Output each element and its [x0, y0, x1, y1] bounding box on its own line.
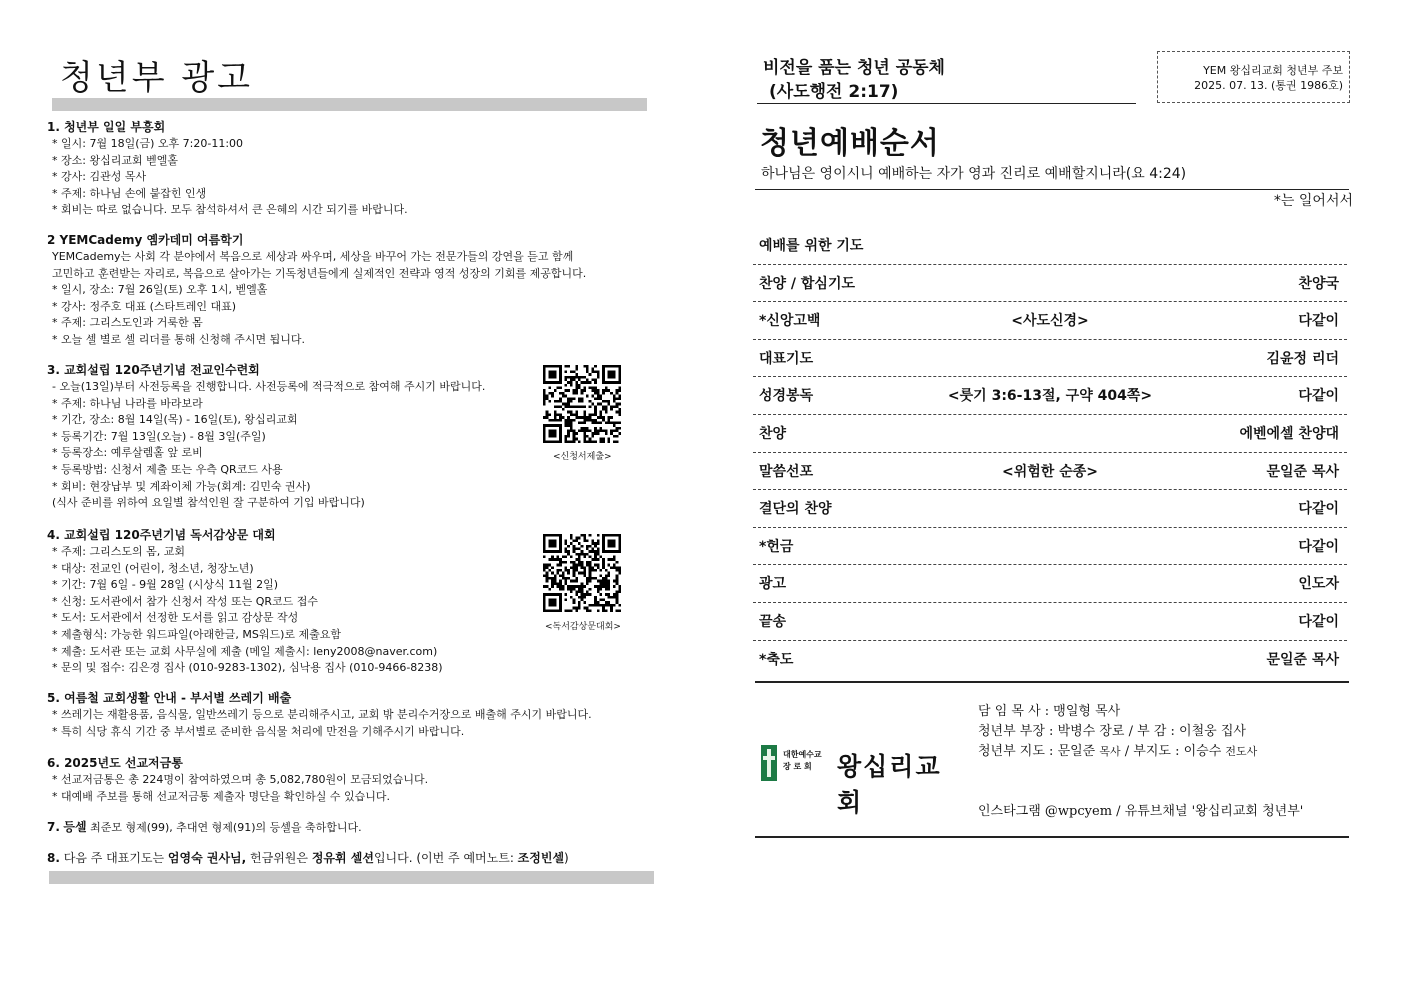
notice-section-2: [47, 232, 647, 349]
bulletin-info-box: [1157, 51, 1350, 103]
cross-icon: [761, 745, 777, 781]
header-divider-bar: [52, 98, 647, 111]
logo-church-name: 왕십리교회: [837, 752, 942, 817]
order-item: *축도: [759, 651, 794, 668]
notice-line: YEMCademy는 사회 각 분야에서 복음으로 세상과 싸우며, 세상을 바꾸어 가는 전문가들의 강연을 듣고 함께: [52, 250, 574, 263]
section-heading: 1. 청년부 일일 부흥회: [47, 120, 166, 134]
section-heading: 6. 2025년도 선교저금통: [47, 756, 183, 770]
order-row: [753, 226, 1347, 264]
staff-info: [978, 702, 1257, 762]
order-detail: <룻기 3:6-13절, 구약 404쪽>: [947, 388, 1153, 405]
order-detail: <위험한 순종>: [1002, 463, 1098, 480]
bottom-divider: [755, 836, 1349, 838]
logo-denomination: 대한예수교 장 로 회: [783, 750, 822, 771]
notice-section-7: [47, 819, 647, 837]
notice-line: * 문의 및 접수: 김은경 집사 (010-9283-1302), 심낙용 집사 (010-9466-8238): [52, 661, 443, 675]
notice-text: 다음 주 대표기도는: [59, 851, 168, 865]
order-item: 성경봉독: [759, 388, 814, 405]
notice-line: * 주제: 그리스도인과 거룩한 몸: [52, 316, 203, 330]
bulletin-date: 2025. 07. 13. (통권 1986호): [1194, 79, 1343, 92]
order-row: [753, 452, 1347, 490]
vision-underline: [757, 103, 1136, 104]
senior-pastor: 담 임 목 사 : 맹일형 목사: [978, 704, 1121, 719]
order-item: 결단의 찬양: [759, 501, 832, 518]
notice-line: * 등록장소: 예루살렘홀 앞 로비: [52, 446, 203, 460]
order-leader: 다같이: [1298, 388, 1339, 405]
standing-note: *는 일어서서: [1273, 193, 1353, 209]
verse-divider: [755, 189, 1349, 190]
notice-line: * 장소: 왕십리교회 벧엘홀: [52, 153, 178, 167]
section-number: 7.: [47, 820, 60, 834]
order-end-line: [755, 681, 1349, 683]
essay-contest-qr-code[interactable]: [543, 534, 621, 612]
page-title: 청년부 광고: [60, 58, 254, 98]
order-leader: 인도자: [1298, 576, 1339, 593]
notice-line: * 오늘 셀 별로 셀 리더를 통해 신청해 주시면 됩니다.: [52, 332, 305, 346]
notice-line: 최준모 형제(99), 추대연 형제(91)의 등셀을 축하합니다.: [86, 821, 362, 834]
order-leader: 다같이: [1298, 501, 1339, 518]
order-row: [753, 602, 1347, 640]
church-logo: [757, 745, 957, 817]
registration-qr-code[interactable]: [543, 365, 621, 443]
notice-line: * 주제: 하나님 나라를 바라보라: [52, 396, 203, 410]
notice-line: * 선교저금통은 총 224명이 참여하였으며 총 5,082,780원이 모금되었습니다.: [52, 773, 429, 786]
youth-director: 청년부 부장 : 박병수 장로 / 부 감 : 이철웅 집사: [978, 724, 1246, 739]
section-heading: 3. 교회설립 120주년기념 전교인수련회: [47, 363, 260, 377]
order-item: 끝송: [759, 614, 787, 630]
qr-caption: <신청서제출>: [553, 452, 612, 462]
notice-section-5: [47, 690, 647, 740]
notice-line: (식사 준비를 위하여 요일별 참석인원 잘 구분하여 기입 바랍니다): [52, 496, 365, 510]
notice-line: * 특히 식당 휴식 기간 중 부서별로 준비한 음식물 처리에 만전을 기해주시기 바랍니다.: [52, 724, 465, 738]
notice-text: ): [564, 851, 569, 865]
notes-cell: 조정빈셀: [517, 851, 565, 865]
order-row: [753, 564, 1347, 602]
notice-line: * 제출: 도서관 또는 교회 사무실에 제출 (메일 제출시: leny2008@naver.com): [52, 644, 438, 658]
order-item: 말씀선포: [759, 463, 814, 480]
order-item: 광고: [759, 576, 787, 593]
notice-line: * 주제: 그리스도의 몸, 교회: [52, 545, 185, 558]
notice-line: * 기간, 장소: 8월 14일(목) - 16일(토), 왕십리교회: [52, 413, 298, 427]
order-leader: 문일준 목사: [1266, 651, 1339, 668]
order-row: [753, 301, 1347, 339]
order-leader: 에벤에셀 찬양대: [1239, 426, 1339, 442]
section-heading: 4. 교회설립 120주년기념 독서감상문 대회: [47, 528, 276, 542]
notice-line: * 회비는 따로 없습니다. 모두 참석하셔서 큰 은혜의 시간 되기를 바랍니다.: [52, 203, 408, 217]
order-leader: 김윤정 리더: [1266, 350, 1339, 367]
worship-order-title: 청년예배순서: [760, 126, 940, 161]
order-row: [753, 414, 1347, 452]
notice-line: * 등록방법: 신청서 제출 또는 우측 QR코드 사용: [52, 462, 283, 476]
footer-divider-bar: [49, 871, 654, 884]
order-row: [753, 527, 1347, 565]
social-links: 인스타그램 @wpcyem / 유튜브채널 '왕십리교회 청년부': [978, 804, 1304, 819]
notice-line: - 오늘(13일)부터 사전등록을 진행합니다. 사전등록에 적극적으로 참여해 주시기 바랍니다.: [52, 380, 486, 393]
scripture-verse: 하나님은 영이시니 예배하는 자가 영과 진리로 예배할지니라(요 4:24): [761, 166, 1187, 182]
notice-line: * 등록기간: 7월 13일(오늘) - 8월 3일(주일): [52, 429, 266, 443]
notice-line: * 쓰레기는 재활용품, 음식물, 일반쓰레기 등으로 분리해주시고, 교회 밖 분리수거장으로 배출해 주시기 바랍니다.: [52, 708, 592, 721]
order-row: [753, 339, 1347, 377]
notice-line: * 기간: 7월 6일 - 9월 28일 (시상식 11월 2일): [52, 578, 279, 592]
order-item: 대표기도: [759, 350, 814, 367]
notice-line: 고민하고 훈련받는 자리로, 복음으로 살아가는 기독청년들에게 실제적인 전략과 영적 성장의 기회를 제공합니다.: [52, 266, 587, 280]
section-heading: 등셀: [63, 820, 87, 834]
order-item: 찬양: [759, 426, 787, 442]
section-heading: 2 YEMCademy 옘카데미 여름학기: [47, 233, 244, 247]
order-item: *신앙고백: [759, 313, 821, 330]
notice-line: * 제출형식: 가능한 워드파일(아래한글, MS워드)로 제출요함: [52, 627, 342, 641]
order-row: [753, 264, 1347, 302]
order-item: 예배를 위한 기도: [759, 238, 864, 254]
youth-pastors: 청년부 지도 : 문일준 목사 / 부지도 : 이승수 전도사: [978, 744, 1258, 759]
vision-reference: (사도행전 2:17): [769, 82, 899, 102]
notice-section-8: [47, 850, 647, 867]
order-row: [753, 640, 1347, 678]
notice-line: * 강사: 김관성 목사: [52, 170, 147, 184]
order-leader: 다같이: [1298, 614, 1339, 630]
qr-caption: <독서감상문대회>: [545, 622, 621, 632]
order-leader: 다같이: [1298, 313, 1339, 330]
notice-line: * 대상: 전교인 (어린이, 청소년, 청장노년): [52, 561, 254, 575]
offering-cell: 정유휘 셀션: [311, 851, 374, 865]
notice-text: 입니다. (이번 주 예머노트:: [373, 851, 518, 865]
section-heading: 5. 여름철 교회생활 안내 - 부서별 쓰레기 배출: [47, 691, 292, 705]
order-leader: 문일준 목사: [1266, 463, 1339, 480]
notice-section-1: [47, 119, 647, 219]
notice-line: * 회비: 현장납부 및 계좌이체 가능(회계: 김민숙 권사): [52, 479, 311, 493]
vision-statement: [763, 56, 945, 104]
order-leader: 찬양국: [1298, 275, 1339, 292]
notice-line: * 주제: 하나님 손에 붙잡힌 인생: [52, 186, 207, 200]
order-row: [753, 489, 1347, 527]
section-number: 8.: [47, 851, 60, 865]
order-item: 찬양 / 합심기도: [759, 275, 856, 292]
notice-line: * 강사: 정주호 대표 (스타트레인 대표): [52, 299, 237, 313]
order-leader: 다같이: [1298, 538, 1339, 555]
notice-section-6: [47, 755, 647, 805]
bulletin-name: YEM 왕십리교회 청년부 주보: [1203, 64, 1343, 77]
notice-line: * 신청: 도서관에서 참가 신청서 작성 또는 QR코드 접수: [52, 594, 318, 608]
order-detail: <사도신경>: [1011, 313, 1089, 330]
notice-line: * 대예배 주보를 통해 선교저금통 제출자 명단을 확인하실 수 있습니다.: [52, 789, 390, 803]
prayer-leader: 엄영숙 권사님,: [167, 851, 247, 865]
notice-text: 헌금위원은: [246, 851, 312, 865]
order-row: [753, 376, 1347, 414]
notice-line: * 도서: 도서관에서 선정한 도서를 읽고 감상문 작성: [52, 611, 299, 625]
notice-line: * 일시: 7월 18일(금) 오후 7:20-11:00: [52, 137, 244, 150]
notice-line: * 일시, 장소: 7월 26일(토) 오후 1시, 벧엘홀: [52, 283, 268, 297]
vision-title: 비전을 품는 청년 공동체: [763, 58, 945, 78]
order-item: *헌금: [759, 538, 794, 555]
